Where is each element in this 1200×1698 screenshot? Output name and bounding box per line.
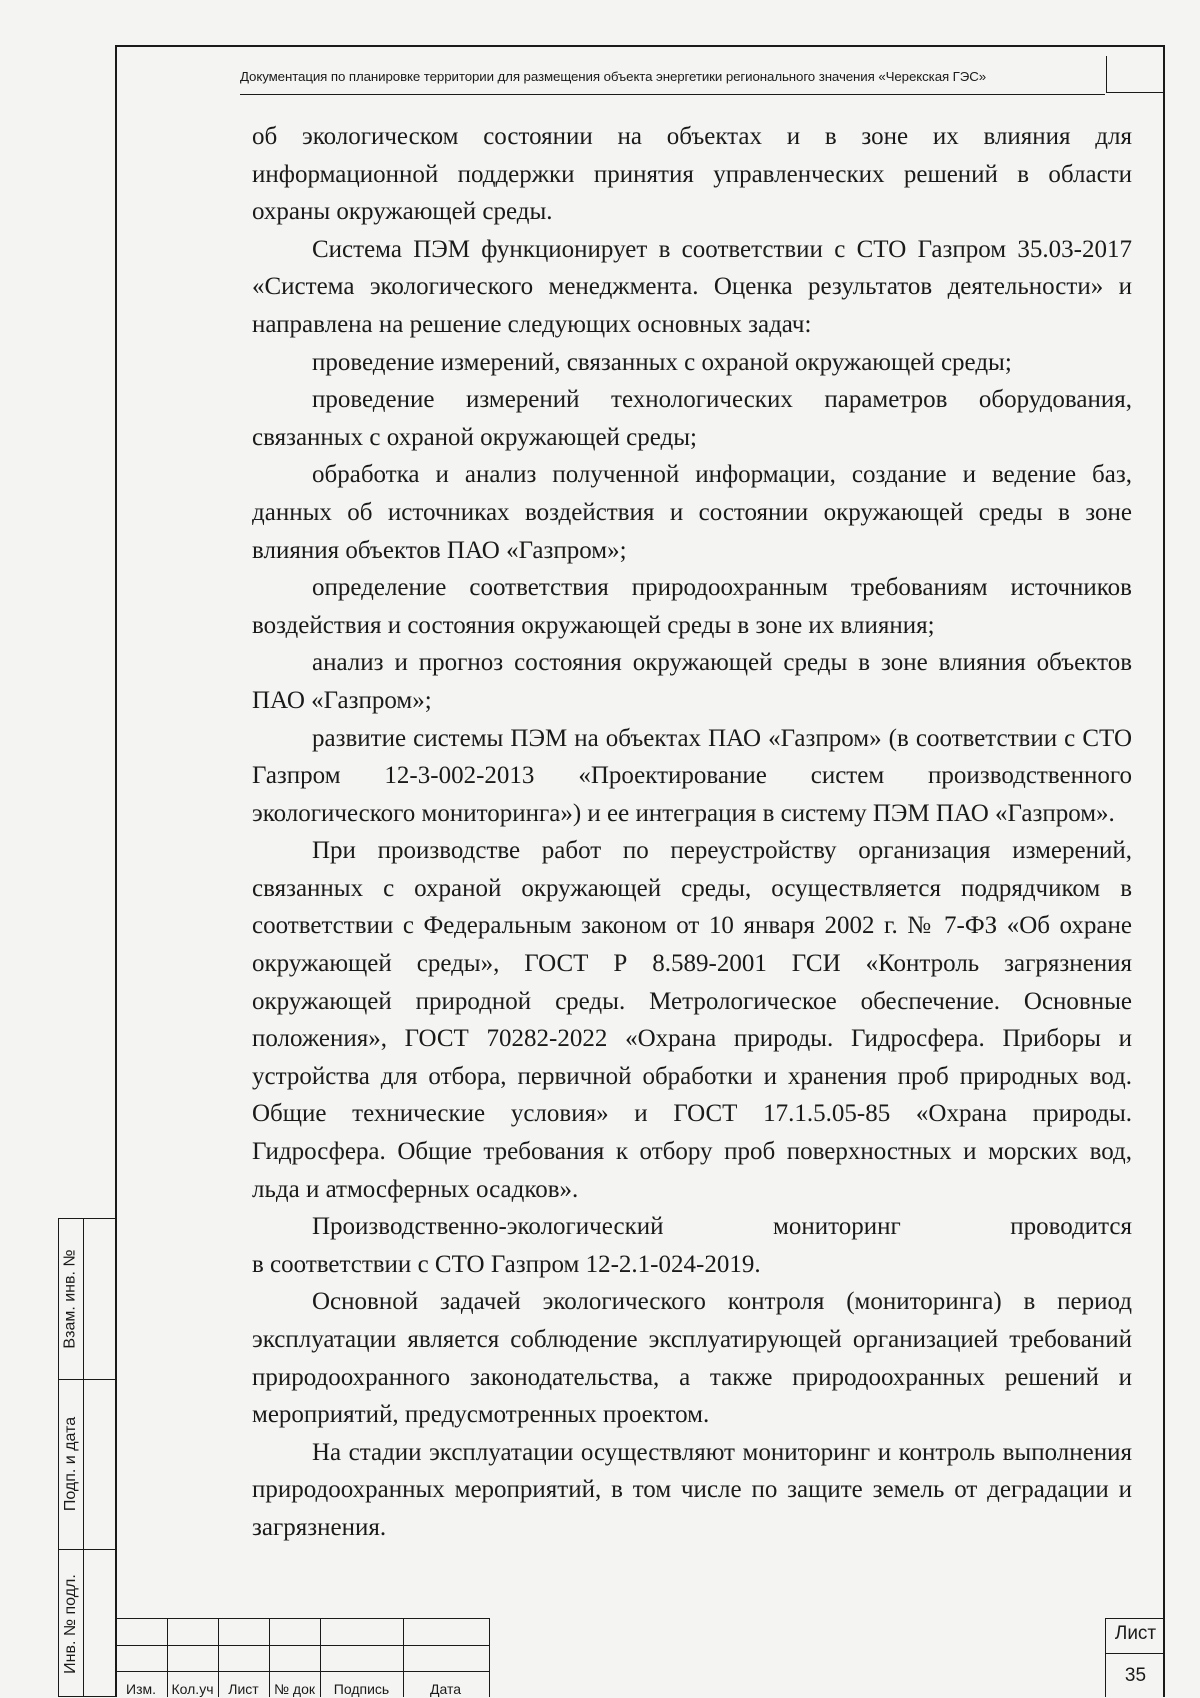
col-kol: Кол.уч xyxy=(171,1681,214,1697)
paragraph: На стадии эксплуатации осуществляют мониторинг и контроль выполнения природоохранных мероприятий, в том числе по защите земель от деградации и загрязнения. xyxy=(252,1438,1132,1541)
paragraph: При производстве работ по переустройству организация измерений, связанных с охраной окружающей среды, осуществляется подрядчиком в соответствии с Федеральным законом от 10 января 2002 г. № 7-ФЗ «Об охране окружающей среды», ГОСТ Р 8.589-2001 ГСИ «Контроль загрязнения окружающей природной среды. Метрологическое обеспечение. Основные положения», ГОСТ 70282-2022 «Охрана природы. Гидросфера. Приборы и устройства для отбора, первичной обработки и хранения проб природных вод. Общие технические условия» и ГОСТ 17.1.5.05-85 «Охрана природы. Гидросфера. Общие требования к отбору проб поверхностных и морских вод, льда и атмосферных осадков». xyxy=(252,837,1132,1203)
document-body xyxy=(252,118,1132,1547)
list-item: развитие системы ПЭМ на объектах ПАО «Газпром» (в соответствии с СТО Газпром 12-3-002-2013 «Проектирование систем производственного экологического мониторинга») и ее интеграция в систему ПЭМ ПАО «Газпром». xyxy=(252,724,1132,827)
stamp-inv-label: Инв. № подл. xyxy=(62,1573,80,1674)
col-podpis: Подпись xyxy=(333,1681,390,1697)
sheet-label: Лист xyxy=(1114,1623,1157,1644)
side-stamp xyxy=(58,1218,115,1697)
list-item: анализ и прогноз состояния окружающей среды в зоне влияния объектов ПАО «Газпром»; xyxy=(252,649,1132,714)
col-data: Дата xyxy=(429,1681,461,1697)
header-corner-box xyxy=(1106,56,1165,93)
list-item: обработка и анализ полученной информации, создание и ведение баз, данных об источниках воздействия и состоянии окружающей среды в зоне влияния объектов ПАО «Газпром»; xyxy=(252,461,1132,564)
sheet-box xyxy=(1105,1618,1165,1697)
list-item: проведение измерений технологических параметров оборудования, связанных с охраной окружающей среды; xyxy=(252,386,1132,451)
document-header xyxy=(240,64,1105,95)
title-block xyxy=(115,1618,1165,1697)
paragraph: в соответствии с СТО Газпром 12-2.1-024-2019. xyxy=(252,1250,761,1278)
paragraph: Система ПЭМ функционирует в соответствии с СТО Газпром 35.03-2017 «Система экологического менеджмента. Оценка результатов деятельности» и направлена на решение следующих основных задач: xyxy=(252,235,1132,338)
col-izm: Изм. xyxy=(126,1681,156,1697)
paragraph: Основной задачей экологического контроля (мониторинга) в период эксплуатации является соблюдение эксплуатирующей организацией требований природоохранного законодательства, а также природоохранных решений и мероприятий, предусмотренных проектом. xyxy=(252,1288,1132,1429)
col-ndok: № док xyxy=(274,1681,315,1697)
list-item: определение соответствия природоохранным требованиям источников воздействия и состояния окружающей среды в зоне их влияния; xyxy=(252,574,1132,639)
header-title: Документация по планировке территории для размещения объекта энергетики регионального значения «Черекская ГЭС» xyxy=(240,69,987,84)
sheet-number: 35 xyxy=(1124,1665,1147,1686)
paragraph: об экологическом состоянии на объектах и в зоне их влияния для информационной поддержки принятия управленческих решений в области охраны окружающей среды. xyxy=(252,123,1132,226)
stamp-podp-label: Подп. и дата xyxy=(62,1416,79,1512)
col-list: Лист xyxy=(228,1681,259,1697)
list-item: проведение измерений, связанных с охраной окружающей среды; xyxy=(312,348,1012,376)
paragraph: Производственно-экологический мониторинг проводится xyxy=(312,1213,1132,1241)
revision-table xyxy=(115,1618,490,1697)
stamp-vzam-label: Взам. инв. № xyxy=(62,1249,79,1349)
